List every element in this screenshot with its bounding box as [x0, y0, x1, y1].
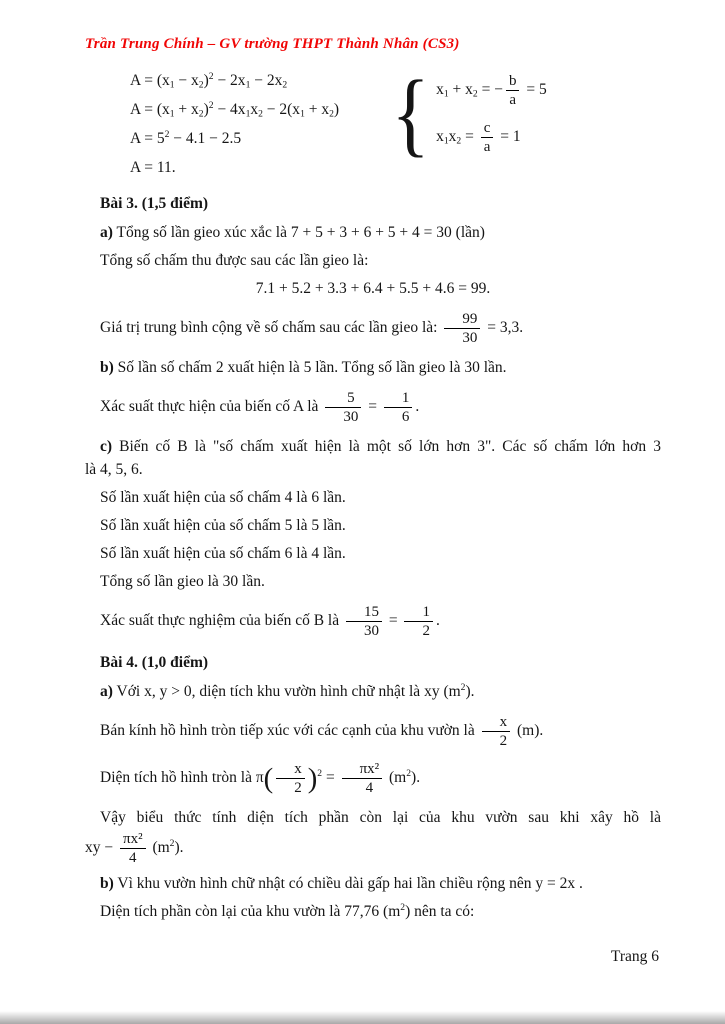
b4-part-b-line: b) Vì khu vườn hình chữ nhật có chiều dài gấp hai lần chiều rộng nên y = 2x . [100, 875, 583, 892]
fraction: $\frac{\text{πx²}}{4}$ [342, 761, 383, 796]
b3-part-c-line1: c) Biến cố B là "số chấm xuất hiện là một số lớn hơn 3". Các số chấm lớn hơn 3 [100, 438, 661, 455]
b3-part-a-line: a) Tổng số lần gieo xúc xắc là 7 + 5 + 3 + 6 + 5 + 4 = 30 (lần) [100, 224, 485, 241]
page-number: Trang 6 [610, 948, 659, 965]
b3-sum-intro-line: Tổng số chấm thu được sau các lần gieo là: [100, 252, 369, 269]
problem-3-heading: Bài 3. (1,5 điểm) [100, 195, 209, 212]
b3-count-4-line: Số lần xuất hiện của số chấm 4 là 6 lần. [100, 489, 346, 506]
b4-remaining-line2: xy − $\frac{\text{πx²}}{4}$ $(m^2)$. [85, 831, 184, 866]
b4-remaining-area-paragraph [85, 808, 661, 866]
fraction: $\frac{c}{a}$ [481, 120, 494, 155]
b3-average-line: Giá trị trung bình cộng về số chấm sau các lần gieo là: $\frac{99}{30}$ = 3,3. [100, 311, 524, 346]
b3-probability-a-line: Xác suất thực hiện của biến cố A là $\frac{5}{30}$ = $\frac{1}{6}$ . [100, 390, 420, 425]
fraction: $\frac{\text{πx²}}{4}$ [120, 831, 146, 866]
b4-remaining-line1: Vậy biểu thức tính diện tích phần còn lại của khu vườn sau khi xây hồ là [100, 809, 661, 826]
fraction: $\frac{99}{30}$ [444, 311, 480, 346]
fraction: $\frac{5}{30}$ [325, 390, 361, 425]
b4-radius-line: Bán kính hồ hình tròn tiếp xúc với các cạnh của khu vườn là $\frac{x}{2}$ (m). [100, 714, 544, 749]
b3-part-b-line: b) Số lần số chấm 2 xuất hiện là 5 lần. Tổng số lần gieo là 30 lần. [100, 359, 507, 376]
system-equation-2: $x_1x_2$ = $\frac{c}{a}$ = 1 [436, 120, 521, 155]
b3-count-6-line: Số lần xuất hiện của số chấm 6 là 4 lần. [100, 545, 346, 562]
fraction: $\frac{b}{a}$ [506, 73, 520, 108]
equation-line: A = 11. [130, 159, 176, 176]
document-header: Trần Trung Chính – GV trường THPT Thành Nhân (CS3) [85, 36, 460, 52]
system-equations [436, 73, 547, 155]
problem-4-heading: Bài 4. (1,0 điểm) [100, 654, 209, 671]
fraction: $\frac{x}{2}$ [276, 761, 305, 796]
b3-count-5-line: Số lần xuất hiện của số chấm 5 là 5 lần. [100, 517, 346, 534]
left-brace-icon: { [391, 62, 430, 166]
fraction: $\frac{1}{2}$ [404, 604, 433, 639]
page-bottom-edge [0, 1011, 725, 1024]
b3-part-c-line2: là 4, 5, 6. [85, 461, 143, 478]
b4-equation-intro-line: Diện tích phần còn lại của khu vườn là 77,76 $(m^2)$ nên ta có: [100, 901, 475, 920]
equation-line: $A = (x_1 + x_2)^2 - 4x_1x_2 - 2(x_1 + x_2)$ [130, 99, 340, 120]
equation-line: $A = 5^2 - 4.1 - 2.5$ [130, 128, 242, 147]
b3-part-c-paragraph [85, 437, 661, 480]
system-equation-1: $x_1 + x_2$ = − $\frac{b}{a}$ = 5 [436, 73, 547, 108]
big-paren: ) [307, 762, 318, 795]
fraction: $\frac{1}{6}$ [384, 390, 413, 425]
big-paren: ( [263, 762, 274, 795]
equation-line: $A = (x_1 - x_2)^2 - 2x_1 - 2x_2$ [130, 70, 288, 91]
b3-probability-b-line: Xác suất thực nghiệm của biến cố B là $\frac{15}{30}$ = $\frac{1}{2}$ . [100, 604, 440, 639]
equation-system [388, 62, 547, 166]
equation-block [130, 62, 661, 180]
fraction: $\frac{x}{2}$ [482, 714, 511, 749]
b4-circle-area-line: Diện tích hồ hình tròn là π( $\frac{x}{2}$ )$^2$ = $\frac{\text{πx²}}{4}$ $(m^2)$. [100, 761, 421, 796]
fraction: $\frac{15}{30}$ [346, 604, 382, 639]
b3-total-rolls-line: Tổng số lần gieo là 30 lần. [100, 573, 265, 590]
b3-sum-equation: 7.1 + 5.2 + 3.3 + 6.4 + 5.5 + 4.6 = 99. [255, 280, 491, 297]
b4-part-a-line: a) Với x, y > 0, diện tích khu vườn hình chữ nhật là xy $(m^2)$. [100, 681, 475, 700]
